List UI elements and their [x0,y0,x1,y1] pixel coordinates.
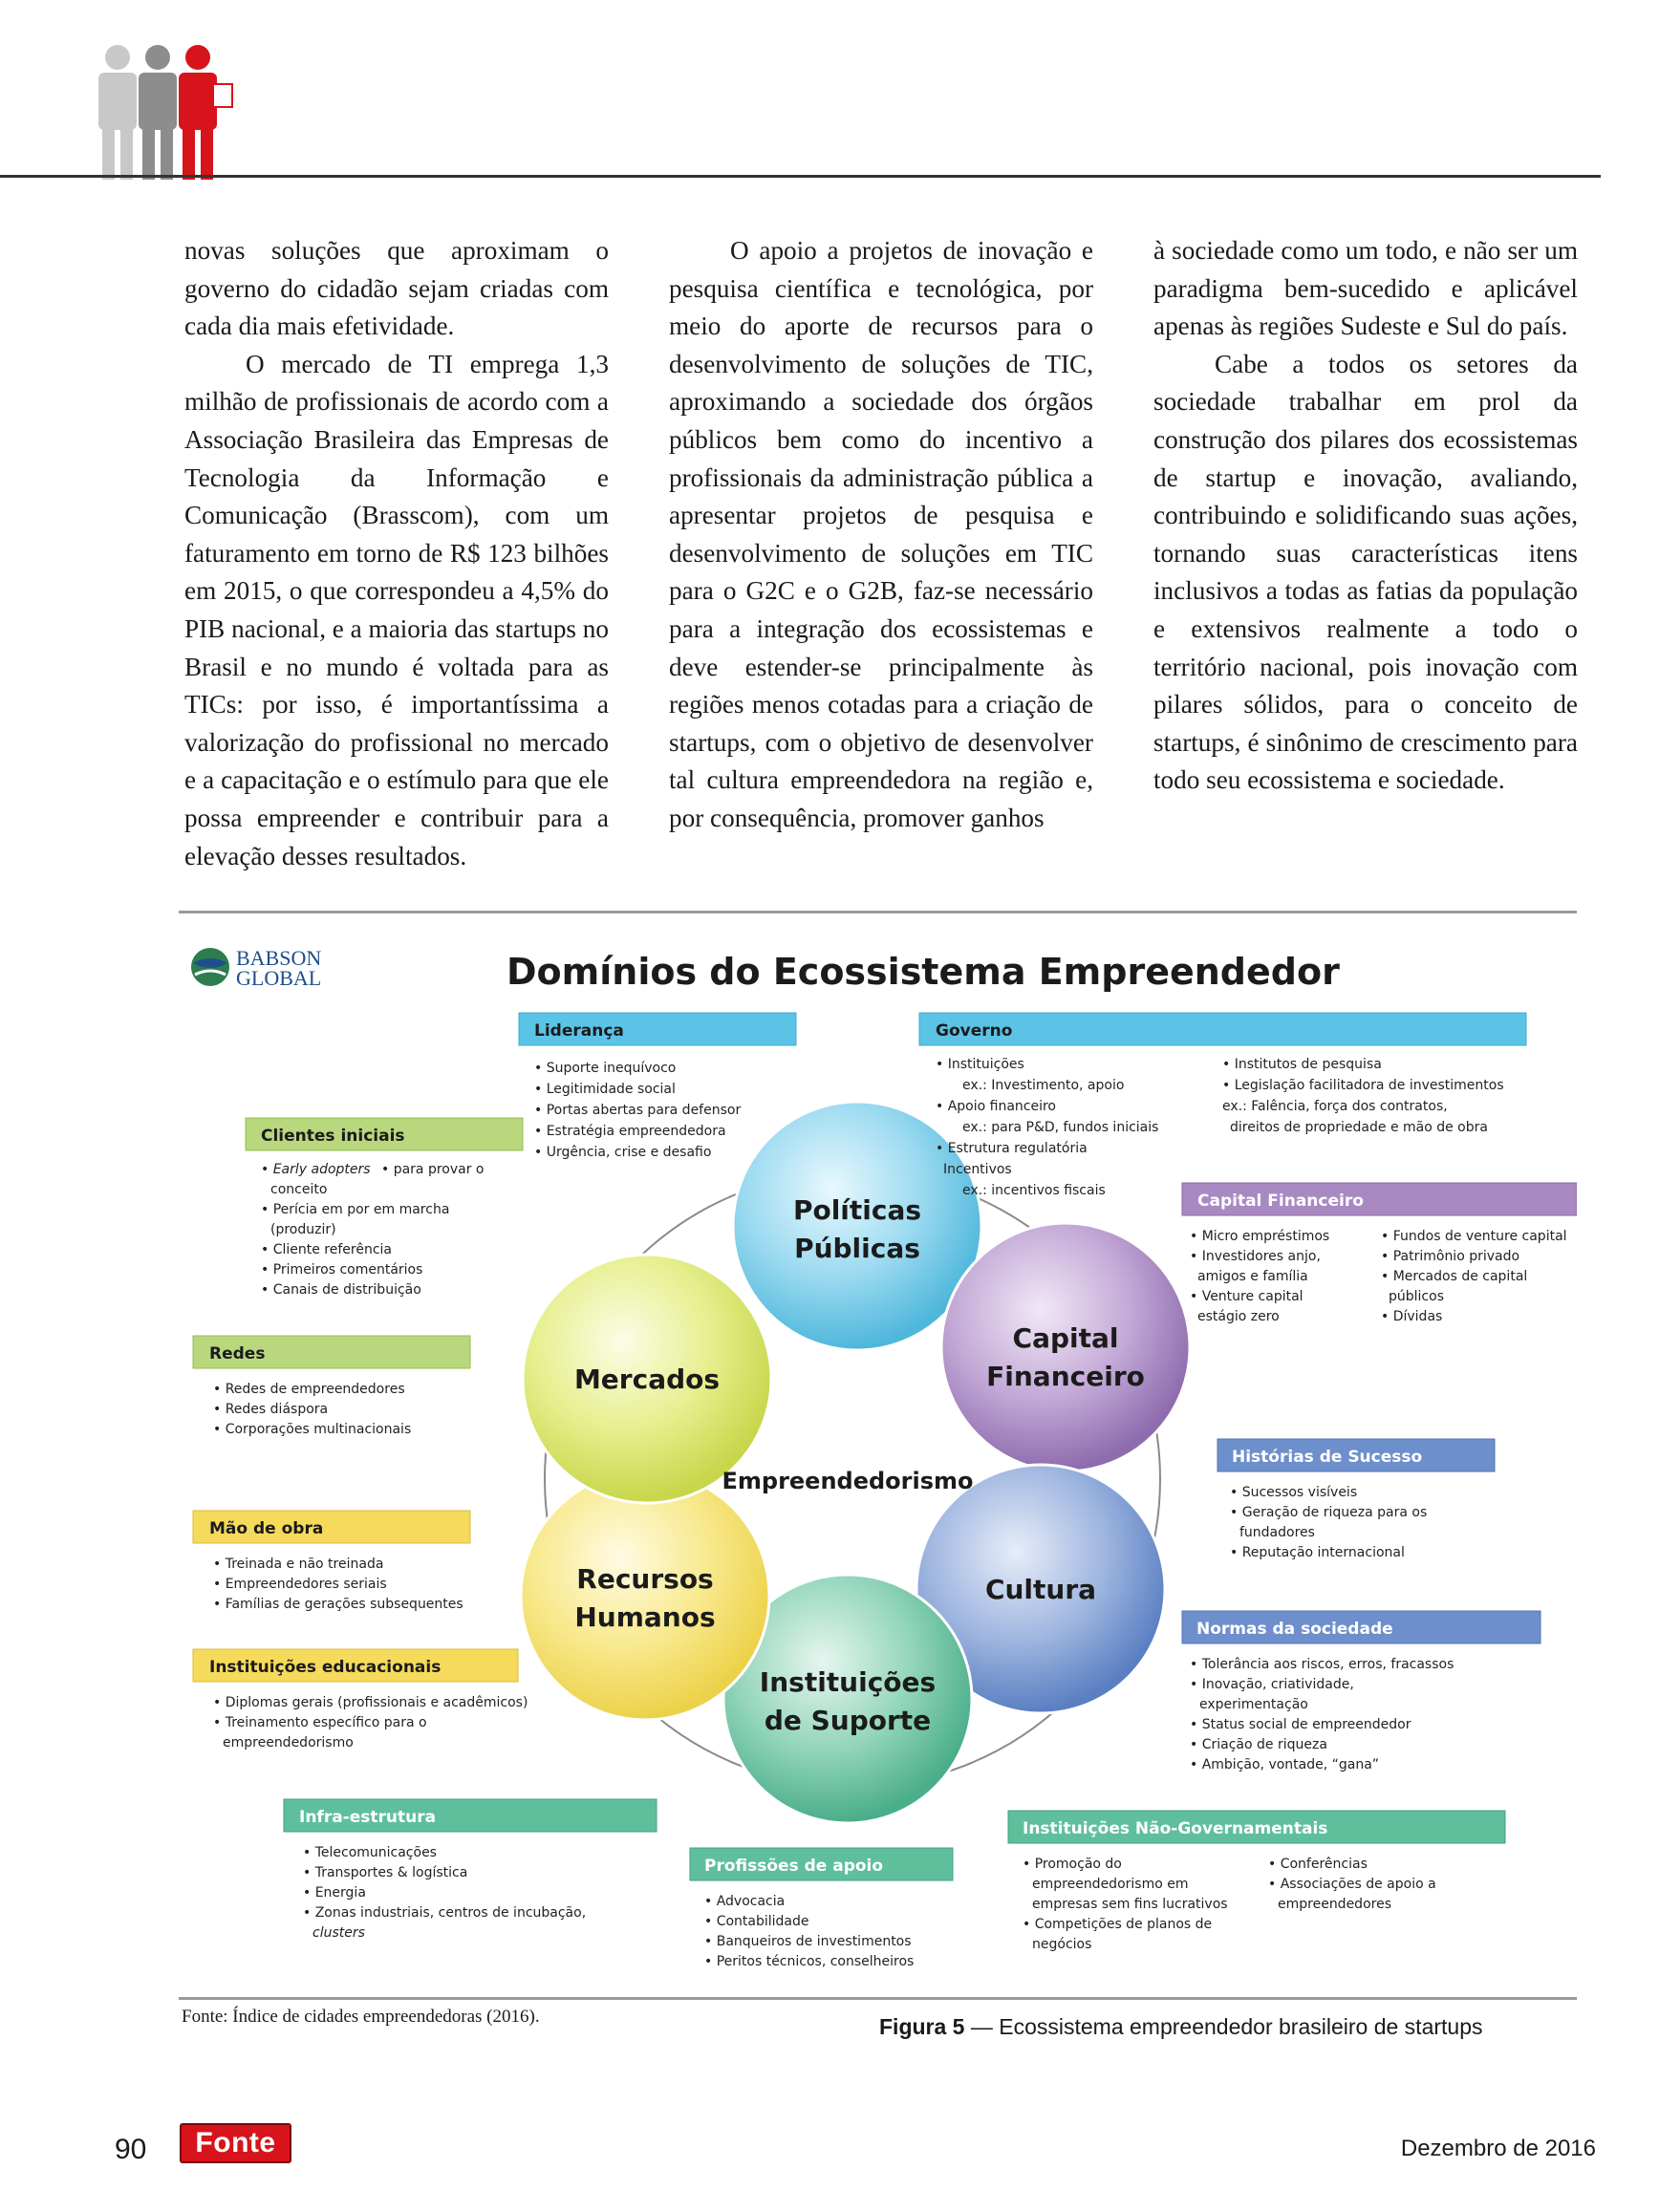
text-column-2 [669,232,1093,838]
box-lideranca [519,1013,796,1160]
text-column-3 [1153,232,1578,800]
box-item: • Ambição, vontade, “gana” [1190,1757,1380,1772]
box-item: • Urgência, crise e desafio [534,1145,712,1160]
box-instituicoes-educacionais [193,1649,528,1750]
box-item: • Corporações multinacionais [213,1422,412,1437]
box-item: • Famílias de gerações subsequentes [213,1597,463,1612]
box-item: • para provar o [381,1162,485,1177]
box-clientes-iniciais [246,1118,523,1298]
box-item: • Estratégia empreendedora [534,1124,726,1139]
box-item: • Institutos de pesquisa [1222,1057,1382,1072]
box-item: • Venture capital [1190,1289,1304,1304]
circle-label: Capital [1012,1322,1119,1354]
box-item: clusters [312,1925,365,1941]
box-item: ex.: incentivos fiscais [962,1183,1106,1198]
box-item: ex.: Falência, força dos contratos, [1222,1099,1448,1114]
person-light-icon [98,45,137,180]
box-item: • Dívidas [1381,1309,1443,1324]
box-item: • Energia [303,1885,366,1901]
box-item: • Investidores anjo, [1190,1249,1321,1264]
person-red-icon [179,45,232,180]
circle-politicas-publicas [733,1102,981,1350]
box-title: Liderança [534,1021,624,1041]
diagram-title: Domínios do Ecossistema Empreendedor [506,951,1340,993]
box-title: Histórias de Sucesso [1232,1448,1423,1467]
circle-capital-financeiro [941,1223,1190,1471]
box-item: (produzir) [270,1222,336,1237]
box-item: • Conferências [1268,1857,1368,1872]
box-governo [919,1013,1526,1198]
box-title: Instituições Não-Governamentais [1023,1819,1328,1838]
box-item: • Estrutura regulatória [936,1141,1088,1156]
paragraph: O apoio a projetos de inovação e pesquisa científica e tecnológica, por meio do aporte de recursos para o desenvolvimento de soluções de TIC, aproximando a sociedade dos órgãos públicos bem como do incentivo a profissionais da administração pública a apresentar projetos de pesquisa e desenvolvimento de soluções em TIC para o G2C e o G2B, faz-se necessário para a integração dos ecossistemas e deve estender-se principalmente às regiões menos cotadas para a criação de startups, com o objetivo de desenvolver tal cultura empreendedora na região e, por consequência, promover ganhos [669,236,1093,832]
box-item: ex.: Investimento, apoio [962,1078,1125,1093]
paragraph: à sociedade como um todo, e não ser um paradigma bem-sucedido e aplicável apenas às regiões Sudeste e Sul do país. [1153,236,1578,341]
box-item: • Associações de apoio a [1268,1877,1436,1892]
box-item: empreendedorismo em [1032,1877,1189,1892]
box-item: • Cliente referência [261,1242,393,1257]
box-item: negócios [1032,1937,1092,1952]
circle-mercados [523,1255,771,1503]
paragraph: O mercado de TI emprega 1,3 milhão de profissionais de acordo com a Associação Brasileira das Empresas de Tecnologia da Informação e Comunicação (Brasscom), com um faturamento em torno de R$ 123 bilhões em 2015, o que correspondeu a 4,5% do PIB nacional, e a maioria das startups no Brasil e no mundo é voltada para as TICs: por isso, é importantíssima a valorização do profissional no mercado e a capacitação e o estímulo para que ele possa empreender e contribuir para a elevação desses resultados. [184,349,609,870]
box-title: Governo [936,1021,1013,1041]
figure-top-rule [179,911,1577,913]
box-item: fundadores [1239,1525,1315,1540]
logo-line-1: BABSON [236,946,322,970]
box-item: • Peritos técnicos, conselheiros [704,1954,915,1969]
figure-caption-text: — Ecossistema empreendedor brasileiro de startups [964,2014,1483,2039]
globe-icon [191,948,229,986]
box-item: ex.: para P&D, fundos iniciais [962,1120,1159,1135]
box-item: • Legitimidade social [534,1082,676,1097]
paragraph: Cabe a todos os setores da sociedade trabalhar em prol da construção dos pilares dos ecossistemas de startup e inovação, avaliando, contribuindo e solidificando suas ações, tornando suas características itens inclusivos a todas as fatias da população e extensivos realmente a todo o território nacional, pois inovação com pilares sólidos, para o conceito de startups, é sinônimo de crescimento para todo seu ecossistema e sociedade. [1153,349,1578,795]
box-item: • Redes de empreendedores [213,1382,405,1397]
box-item: • Criação de riqueza [1190,1737,1327,1752]
box-mao-de-obra [193,1511,470,1612]
box-item: • Early adopters [261,1162,371,1177]
box-item: • Portas abertas para defensor [534,1103,742,1118]
box-item: • Primeiros comentários [261,1262,423,1278]
figure-caption-label: Figura 5 [879,2014,965,2039]
box-item: • Diplomas gerais (profissionais e acadêmicos) [213,1695,528,1710]
box-title: Capital Financeiro [1197,1192,1364,1211]
box-item: • Mercados de capital [1381,1269,1528,1284]
box-item: direitos de propriedade e mão de obra [1230,1120,1488,1135]
box-item: • Perícia em por em marcha [261,1202,450,1217]
box-instituicoes-nao-governamentais [1008,1811,1505,1952]
box-item: públicos [1389,1289,1444,1304]
box-item: empreendedorismo [223,1735,354,1750]
box-redes [193,1336,470,1437]
circle-label: Financeiro [986,1361,1145,1392]
box-item: • Inovação, criatividade, [1190,1677,1354,1692]
box-historias-sucesso [1217,1439,1495,1560]
box-item: conceito [270,1182,328,1197]
box-item: • Competições de planos de [1023,1917,1213,1932]
figure-caption [879,2014,1483,2040]
header-rule [0,175,1601,178]
box-item: • Banqueiros de investimentos [704,1934,912,1949]
box-item: • Zonas industriais, centros de incubação, [303,1905,587,1921]
circle-label: de Suporte [764,1705,932,1736]
box-item: • Apoio financeiro [936,1099,1056,1114]
center-label: Empreendedorismo [722,1468,974,1494]
circle-label: Públicas [794,1233,920,1264]
box-item: • Patrimônio privado [1381,1249,1520,1264]
box-item: • Redes diáspora [213,1402,329,1417]
circle-label: Recursos [576,1563,714,1595]
box-item: empreendedores [1278,1897,1391,1912]
box-item: Incentivos [943,1162,1012,1177]
box-item: • Promoção do [1023,1857,1122,1872]
box-title: Normas da sociedade [1196,1620,1393,1639]
box-item: • Treinamento específico para o [213,1715,427,1730]
people-header-icon [91,38,253,182]
box-item: • Tolerância aos riscos, erros, fracassos [1190,1657,1454,1672]
box-infra-estrutura [284,1799,657,1941]
box-title: Infra-estrutura [299,1808,437,1827]
box-item: estágio zero [1197,1309,1280,1324]
box-normas-sociedade [1182,1611,1540,1772]
circle-label: Humanos [574,1601,716,1633]
figure-source: Fonte: Índice de cidades empreendedoras (2016). [182,2007,540,2027]
box-title: Instituições educacionais [209,1658,442,1677]
box-item: • Canais de distribuição [261,1282,421,1298]
ecosystem-diagram [179,915,1577,1993]
box-item: experimentação [1199,1697,1308,1712]
box-item: • Reputação internacional [1230,1545,1405,1560]
babson-logo [191,946,321,990]
box-item: • Advocacia [704,1894,786,1909]
box-title: Redes [209,1344,266,1364]
box-profissoes-apoio [690,1848,953,1969]
box-item: empresas sem fins lucrativos [1032,1897,1228,1912]
circle-label: Mercados [573,1364,721,1395]
box-item: • Fundos de venture capital [1381,1229,1567,1244]
box-item: • Legislação facilitadora de investimentos [1222,1078,1504,1093]
logo-line-2: GLOBAL [236,966,322,990]
text-column-1 [184,232,609,875]
issue-date: Dezembro de 2016 [1400,2136,1596,2161]
box-title: Clientes iniciais [261,1127,405,1146]
box-item: • Suporte inequívoco [534,1061,677,1076]
magazine-logo: Fonte [180,2123,291,2163]
box-item: • Transportes & logística [303,1865,468,1880]
box-item: amigos e família [1197,1269,1308,1284]
person-gray-icon [139,45,177,180]
box-title: Mão de obra [209,1519,324,1538]
box-item: • Status social de empreendedor [1190,1717,1411,1732]
paragraph: novas soluções que aproximam o governo do cidadão sejam criadas com cada dia mais efetividade. [184,236,609,341]
box-item: • Micro empréstimos [1190,1229,1330,1244]
box-title: Profissões de apoio [704,1857,884,1876]
box-item: • Sucessos visíveis [1230,1485,1358,1500]
box-item: • Empreendedores seriais [213,1577,387,1592]
page-number: 90 [115,2134,147,2165]
box-item: • Telecomunicações [303,1845,437,1860]
figure-bottom-rule [179,1997,1577,2000]
box-item: • Instituições [936,1057,1024,1072]
box-capital-financeiro [1182,1183,1577,1324]
circle-label: Instituições [759,1666,937,1698]
box-item: • Contabilidade [704,1914,809,1929]
circle-recursos-humanos [521,1471,769,1720]
circle-label: Cultura [984,1574,1097,1605]
circle-label: Políticas [792,1194,922,1226]
box-item: • Treinada e não treinada [213,1557,384,1572]
box-item: • Geração de riqueza para os [1230,1505,1428,1520]
